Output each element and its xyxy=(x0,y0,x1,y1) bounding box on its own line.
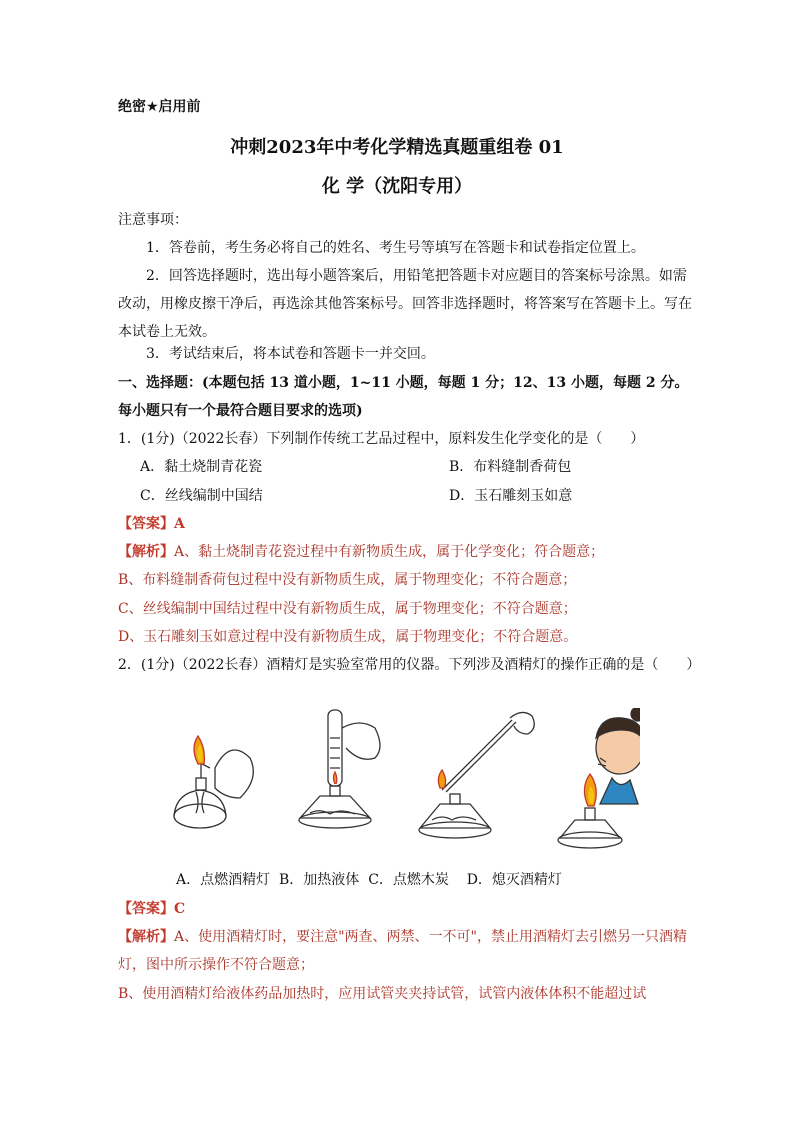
answer-value: C xyxy=(174,901,186,917)
lamp-c-illustration xyxy=(419,712,534,838)
note-item-3: 3．考试结束后，将本试卷和答题卡一并交回。 xyxy=(146,346,435,362)
q1-option-d: D．玉石雕刻玉如意 xyxy=(449,488,573,504)
notes-heading: 注意事项： xyxy=(118,212,188,228)
answer-value: A xyxy=(174,516,185,532)
alcohol-lamp-figure xyxy=(160,708,640,858)
answer-label: 【答案】 xyxy=(118,901,174,917)
q1-option-c: C．丝线编制中国结 xyxy=(140,488,263,504)
q1-analysis-c: C、丝线编制中国结过程中没有新物质生成，属于物理变化；不符合题意； xyxy=(118,601,577,617)
section-heading: 一、选择题：(本题包括 13 道小题，1~11 小题，每题 1 分；12、13 小题，每题 2 分。每小题只有一个最符合题目要求的选项) xyxy=(118,375,689,419)
q1-analysis-b: B、布料缝制香荷包过程中没有新物质生成，属于物理变化；不符合题意； xyxy=(118,572,577,588)
analysis-text: A、黏土烧制青花瓷过程中有新物质生成，属于化学变化；符合题意； xyxy=(174,544,605,560)
q1-analysis-a xyxy=(118,538,694,566)
q2-analysis-a xyxy=(118,923,694,979)
lamp-a-illustration xyxy=(174,736,253,828)
q2-stem: 2．(1分)（2022长春）酒精灯是实验室常用的仪器。下列涉及酒精灯的操作正确的是（ ） xyxy=(118,657,701,673)
secret-label: 绝密★启用前 xyxy=(118,99,201,115)
analysis-label: 【解析】 xyxy=(118,929,174,945)
q2-analysis-b: B、使用酒精灯给液体药品加热时，应用试管夹夹持试管，试管内液体体积不能超过试 xyxy=(118,986,647,1002)
lamp-b-illustration xyxy=(299,710,380,828)
q1-option-a: A．黏土烧制青花瓷 xyxy=(140,459,263,475)
analysis-text: A、使用酒精灯时，要注意"两查、两禁、一不可"，禁止用酒精灯去引燃另一只酒精灯，图中所示操作不符合题意； xyxy=(118,929,687,973)
q1-answer xyxy=(118,510,694,538)
note-item-2: 2．回答选择题时，选出每小题答案后，用铅笔把答题卡对应题目的答案标号涂黑。如需改动，用橡皮擦干净后，再选涂其他答案标号。回答非选择题时，将答案写在答题卡上。写在本试卷上无效。 xyxy=(118,268,692,340)
q2-answer xyxy=(118,895,694,923)
q1-option-b: B．布料缝制香荷包 xyxy=(449,459,572,475)
note-item-1: 1．答卷前，考生务必将自己的姓名、考生号等填写在答题卡和试卷指定位置上。 xyxy=(146,240,645,256)
q2-options-caption: A．点燃酒精灯 B．加热液体 C．点燃木炭 D．熄灭酒精灯 xyxy=(176,872,562,888)
q1-analysis-d: D、玉石雕刻玉如意过程中没有新物质生成，属于物理变化；不符合题意。 xyxy=(118,629,578,645)
exam-title: 冲刺2023年中考化学精选真题重组卷 01 xyxy=(230,137,564,158)
q1-stem: 1．(1分)（2022长春）下列制作传统工艺品过程中，原料发生化学变化的是（ ） xyxy=(118,431,645,447)
analysis-label: 【解析】 xyxy=(118,544,174,560)
lamp-d-illustration xyxy=(558,708,640,848)
answer-label: 【答案】 xyxy=(118,516,174,532)
exam-subtitle: 化 学（沈阳专用） xyxy=(321,176,473,197)
